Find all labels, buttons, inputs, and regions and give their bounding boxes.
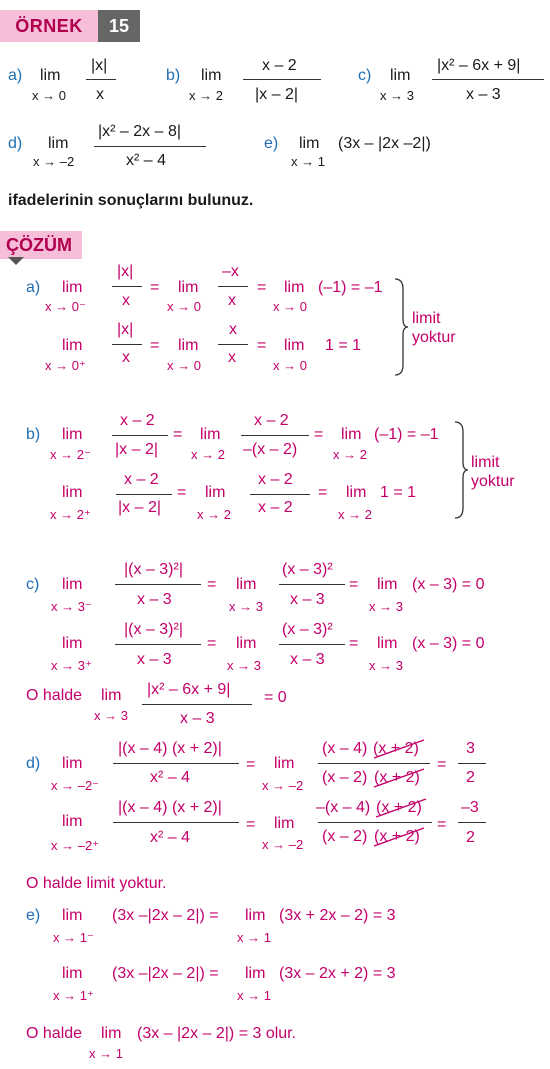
lim: lim [245, 965, 266, 982]
lim-sub: x → 3 [227, 658, 261, 673]
result: (–1) = –1 [318, 279, 383, 296]
lim: lim [377, 635, 398, 652]
lim: lim [341, 426, 362, 443]
numerator: |(x – 3)²| [124, 561, 183, 578]
lim: lim [62, 635, 83, 652]
problem-b-lim: lim [201, 67, 222, 84]
lim: lim [62, 484, 83, 501]
denominator-factor: (x – 2) [322, 828, 368, 845]
lim: lim [377, 576, 398, 593]
lim: lim [346, 484, 367, 501]
lim-sub: x → 2 [197, 507, 231, 522]
equals: = [207, 635, 217, 652]
equals: = [173, 426, 183, 443]
result-denominator: 2 [466, 829, 475, 846]
numerator: (x – 3)² [282, 621, 333, 638]
lim: lim [178, 279, 199, 296]
problem-c-label: c) [358, 67, 372, 84]
numerator: |(x – 4) (x + 2)| [118, 740, 222, 757]
lim-sub: x → 2⁺ [50, 507, 91, 522]
problem-b-num: x – 2 [262, 57, 297, 74]
result: 1 = 1 [325, 337, 362, 354]
lim-sub: x → 2 [338, 507, 372, 522]
problem-d-den: x² – 4 [126, 152, 167, 169]
lim-sub: x → 0 [273, 358, 307, 373]
lim: lim [62, 907, 83, 924]
instruction-text: ifadelerinin sonuçlarını bulunuz. [8, 192, 254, 209]
numerator: |(x – 4) (x + 2)| [118, 799, 222, 816]
lim-sub: x → 3⁻ [51, 599, 92, 614]
lim: lim [101, 687, 122, 704]
problem-c-lim: lim [390, 67, 411, 84]
cancel-strike-icon [370, 738, 430, 790]
problem-b-label: b) [166, 67, 181, 84]
lim: lim [62, 337, 83, 354]
equals: = [177, 484, 187, 501]
denominator: x – 3 [137, 591, 172, 608]
equals: = [437, 756, 447, 773]
problem-a-label: a) [8, 67, 23, 84]
numerator: (x – 3)² [282, 561, 333, 578]
lim-sub: x → 1⁺ [53, 988, 94, 1003]
denominator: |x – 2| [115, 441, 158, 458]
right-brace-icon [393, 277, 409, 377]
lim: lim [236, 576, 257, 593]
example-badge [0, 10, 140, 42]
problem-a-lim: lim [40, 67, 61, 84]
numerator: |(x – 3)²| [124, 621, 183, 638]
result: = 0 [264, 689, 287, 706]
problem-d-label: d) [8, 135, 23, 152]
lim: lim [284, 279, 305, 296]
problem-a-num: |x| [91, 57, 108, 74]
lim-sub: x → 3 [369, 658, 403, 673]
problem-c-num: |x² – 6x + 9| [437, 57, 521, 74]
lim: lim [274, 755, 295, 772]
lim-sub: x → 3 [229, 599, 263, 614]
lim-sub: x → 2⁻ [50, 447, 91, 462]
lim-sub: x → –2⁻ [51, 778, 100, 793]
lim-sub: x → 1 [237, 930, 271, 945]
solution-arrow-icon [8, 257, 24, 265]
problem-d-lim: lim [48, 135, 69, 152]
numerator: x – 2 [254, 412, 289, 429]
denominator: x² – 4 [150, 769, 191, 786]
expression: (3x –|2x – 2|) = [112, 965, 219, 982]
lim: lim [284, 337, 305, 354]
lim-sub: x → 3⁺ [51, 658, 92, 673]
denominator: |x – 2| [118, 499, 161, 516]
denominator: x – 3 [290, 591, 325, 608]
verdict-line2: yoktur [412, 329, 456, 346]
expression: (3x –|2x – 2|) = [112, 907, 219, 924]
cancelled-factor: (x + 2) [373, 740, 419, 757]
problem-c-den: x – 3 [466, 86, 501, 103]
numerator: x – 2 [120, 412, 155, 429]
lim-sub: x → 2 [333, 447, 367, 462]
denominator: x [228, 292, 236, 309]
equals: = [349, 576, 359, 593]
lim-sub: x → –2 [262, 778, 304, 793]
numerator: x – 2 [124, 471, 159, 488]
cancelled-factor: (x + 2) [376, 799, 422, 816]
verdict-line1: limit [471, 454, 500, 471]
example-badge-number: 15 [98, 10, 140, 42]
result: (3x + 2x – 2) = 3 [279, 907, 396, 924]
lim-sub: x → 0⁻ [45, 299, 86, 314]
lim-sub: x → 1 [89, 1046, 123, 1061]
result-denominator: 2 [466, 769, 475, 786]
equals: = [349, 635, 359, 652]
denominator: –(x – 2) [243, 441, 298, 458]
conclusion-prefix: O halde [26, 1025, 83, 1042]
problem-e-lim: lim [299, 135, 320, 152]
solution-e-label: e) [26, 907, 41, 924]
equals: = [437, 816, 447, 833]
denominator: x² – 4 [150, 829, 191, 846]
equals: = [257, 337, 267, 354]
denominator-factor: (x – 2) [322, 769, 368, 786]
lim: lim [200, 426, 221, 443]
verdict-line1: limit [412, 310, 441, 327]
numerator: |x² – 6x + 9| [147, 681, 231, 698]
result: (3x – |2x – 2|) = 3 olur. [137, 1025, 297, 1042]
verdict-line2: yoktur [471, 473, 515, 490]
lim-sub: x → 2 [191, 447, 225, 462]
lim: lim [101, 1025, 122, 1042]
solution-d-label: d) [26, 755, 41, 772]
cancelled-factor: (x + 2) [374, 828, 420, 845]
lim-sub: x → 0⁺ [45, 358, 86, 373]
equals: = [246, 816, 256, 833]
problem-b-den: |x – 2| [255, 86, 298, 103]
problem-a-sub: x → 0 [32, 88, 66, 103]
solution-a-label: a) [26, 279, 41, 296]
lim: lim [178, 337, 199, 354]
problem-d-num: |x² – 2x – 8| [98, 123, 182, 140]
denominator: x [122, 292, 130, 309]
example-badge-word: ÖRNEK [0, 10, 98, 42]
equals: = [257, 279, 267, 296]
problem-a-den: x [96, 86, 104, 103]
problem-e-label: e) [264, 135, 279, 152]
solution-c-label: c) [26, 576, 40, 593]
lim: lim [62, 813, 83, 830]
solution-b-label: b) [26, 426, 41, 443]
lim: lim [62, 965, 83, 982]
problem-b-sub: x → 2 [189, 88, 223, 103]
conclusion-prefix: O halde [26, 687, 83, 704]
conclusion: O halde limit yoktur. [26, 875, 167, 892]
lim: lim [236, 635, 257, 652]
numerator: x [229, 321, 237, 338]
equals: = [318, 484, 328, 501]
numerator: |x| [117, 263, 134, 280]
numerator-factor: (x – 4) [322, 740, 368, 757]
lim: lim [274, 815, 295, 832]
equals: = [246, 756, 256, 773]
lim: lim [205, 484, 226, 501]
lim-sub: x → –2⁺ [51, 838, 100, 853]
equals: = [150, 337, 160, 354]
lim: lim [62, 576, 83, 593]
equals: = [207, 576, 217, 593]
cancel-strike-icon [372, 797, 432, 849]
lim: lim [245, 907, 266, 924]
lim: lim [62, 755, 83, 772]
result: (–1) = –1 [374, 426, 439, 443]
denominator: x – 3 [290, 651, 325, 668]
equals: = [314, 426, 324, 443]
lim-sub: x → 0 [167, 299, 201, 314]
cancelled-factor: (x + 2) [374, 769, 420, 786]
result-numerator: –3 [461, 799, 479, 816]
right-brace-icon [453, 420, 469, 520]
denominator: x – 3 [180, 710, 215, 727]
denominator: x – 2 [258, 499, 293, 516]
result: (x – 3) = 0 [412, 635, 485, 652]
numerator-factor: –(x – 4) [316, 799, 371, 816]
lim-sub: x → 0 [167, 358, 201, 373]
result-numerator: 3 [466, 740, 475, 757]
lim-sub: x → 1⁻ [53, 930, 94, 945]
numerator: |x| [117, 321, 134, 338]
solution-badge: ÇÖZÜM [0, 231, 82, 259]
denominator: x – 3 [137, 651, 172, 668]
numerator: x – 2 [258, 471, 293, 488]
denominator: x [228, 349, 236, 366]
problem-c-sub: x → 3 [380, 88, 414, 103]
lim: lim [62, 426, 83, 443]
lim-sub: x → 0 [273, 299, 307, 314]
numerator: –x [222, 263, 239, 280]
result: (3x – 2x + 2) = 3 [279, 965, 396, 982]
lim-sub: x → 3 [94, 708, 128, 723]
result: (x – 3) = 0 [412, 576, 485, 593]
problem-d-sub: x → –2 [33, 154, 75, 169]
lim-sub: x → 3 [369, 599, 403, 614]
equals: = [150, 279, 160, 296]
denominator: x [122, 349, 130, 366]
result: 1 = 1 [380, 484, 417, 501]
lim-sub: x → 1 [237, 988, 271, 1003]
problem-e-sub: x → 1 [291, 154, 325, 169]
lim-sub: x → –2 [262, 837, 304, 852]
lim: lim [62, 279, 83, 296]
problem-e-expr: (3x – |2x –2|) [338, 135, 431, 152]
